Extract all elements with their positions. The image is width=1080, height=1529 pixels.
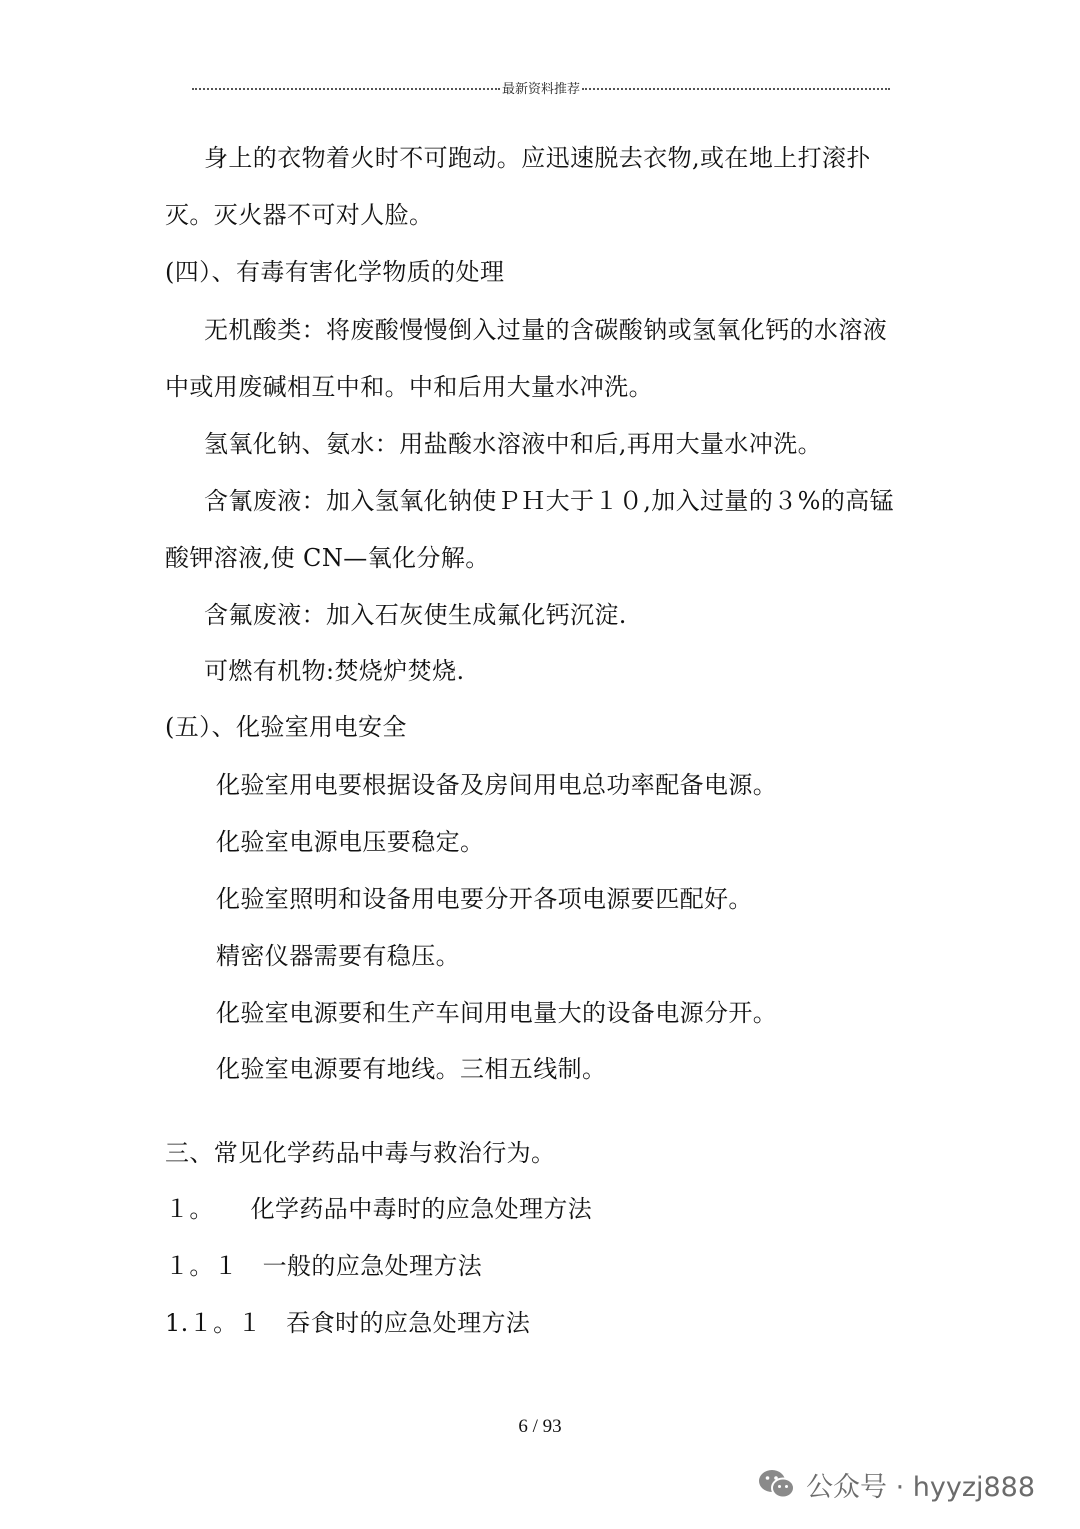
section-heading: (五）、化验室用电安全 xyxy=(165,713,407,741)
body-line: 化验室电源要和生产车间用电量大的设备电源分开。 xyxy=(216,999,778,1027)
body-line: 化验室用电要根据设备及房间用电总功率配备电源。 xyxy=(216,771,778,799)
body-line: 氢氧化钠、氨水：用盐酸水溶液中和后,再用大量水冲洗。 xyxy=(204,430,823,458)
header-dotted-rule-right xyxy=(582,88,890,90)
body-line: 化验室照明和设备用电要分开各项电源要匹配好。 xyxy=(216,885,753,913)
header-title: 最新资料推荐 xyxy=(502,81,581,97)
subsection-heading: １。１ 一般的应急处理方法 xyxy=(165,1252,483,1280)
watermark xyxy=(758,1462,1035,1506)
body-line: 酸钾溶液,使 CN—氧化分解。 xyxy=(165,544,490,572)
body-line: 精密仪器需要有稳压。 xyxy=(216,942,460,970)
body-line: 灭。灭火器不可对人脸。 xyxy=(165,201,434,229)
body-line: 含氰废液：加入氢氧化钠使ＰＨ大于１０,加入过量的３%的高锰 xyxy=(204,487,895,515)
header-dotted-rule-left xyxy=(192,88,500,90)
body-line: 含氟废液：加入石灰使生成氟化钙沉淀. xyxy=(204,601,627,629)
body-line: 中或用废碱相互中和。中和后用大量水冲洗。 xyxy=(165,373,653,401)
subsection-heading: 1.１。１ 吞食时的应急处理方法 xyxy=(165,1309,531,1337)
body-line: 无机酸类：将废酸慢慢倒入过量的含碳酸钠或氢氧化钙的水溶液 xyxy=(204,316,888,344)
body-line: 可燃有机物:焚烧炉焚烧. xyxy=(204,657,465,685)
body-line: 化验室电源电压要稳定。 xyxy=(216,828,485,856)
page-header xyxy=(192,76,890,98)
section-heading: (四）、有毒有害化学物质的处理 xyxy=(165,258,505,286)
page-number: 6 / 93 xyxy=(518,1416,562,1437)
watermark-text: 公众号 · hyyzj888 xyxy=(806,1471,1036,1503)
body-line: 化验室电源要有地线。三相五线制。 xyxy=(216,1055,607,1083)
body-line: 身上的衣物着火时不可跑动。应迅速脱去衣物,或在地上打滚扑 xyxy=(204,144,871,172)
wechat-icon xyxy=(758,1468,796,1500)
section-heading: 三、常见化学药品中毒与救治行为。 xyxy=(165,1139,556,1167)
subsection-heading: １。 化学药品中毒时的应急处理方法 xyxy=(165,1195,593,1223)
